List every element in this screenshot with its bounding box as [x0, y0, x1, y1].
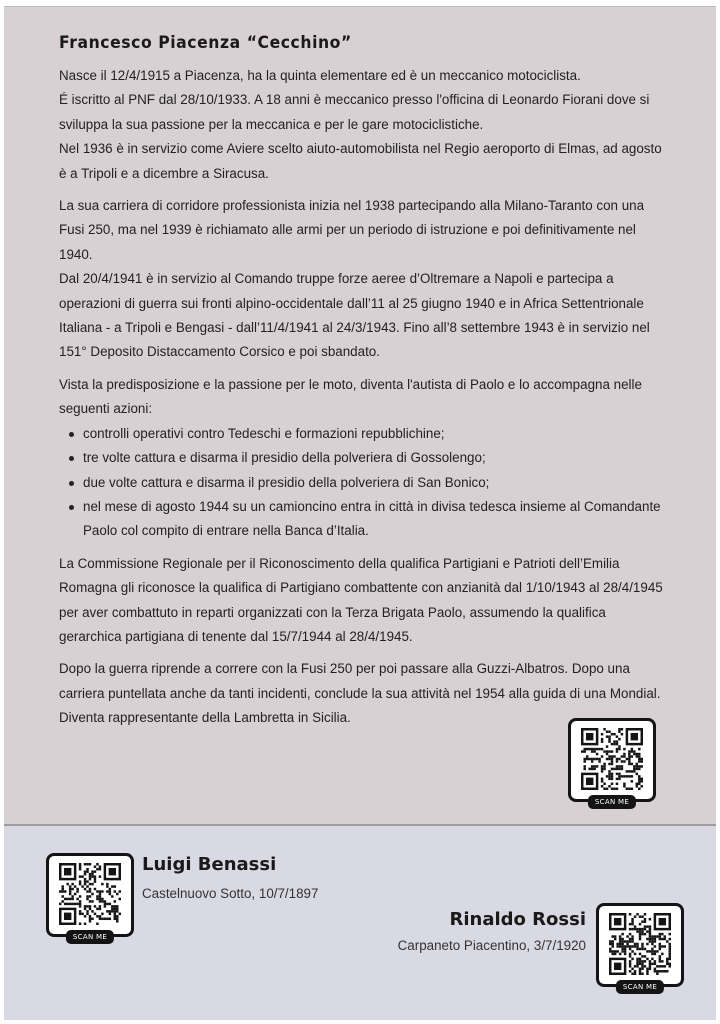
- related-people-section: [4, 826, 716, 1020]
- text-line: Paolo col compito di entrare nella Banca d’Italia.: [83, 523, 369, 539]
- text-line: tre volte cattura e disarma il presidio della polveriera di Gossolengo;: [83, 450, 486, 466]
- list-item: [59, 446, 681, 470]
- person-qr-code-luigi-benassi[interactable]: [46, 853, 134, 941]
- text-line: due volte cattura e disarma il presidio della polveriera di San Bonico;: [83, 474, 490, 490]
- list-item: [59, 471, 681, 495]
- text-line: controlli operativi contro Tedeschi e formazioni repubblichine;: [83, 425, 445, 441]
- qr-code-icon: [609, 913, 671, 975]
- person-birth-info: Carpaneto Piacentino, 3/7/1920: [397, 938, 586, 953]
- person-name[interactable]: Rinaldo Rossi: [449, 909, 586, 930]
- bio-paragraph-4: [59, 552, 681, 650]
- biography-section: [4, 7, 716, 824]
- list-item: [59, 495, 681, 544]
- text-line: La sua carriera di corridore professionista inizia nel 1938 partecipando alla Milano-Taranto con una: [59, 198, 645, 214]
- text-line: É iscritto al PNF dal 28/10/1933. A 18 anni è meccanico presso l'officina di Leonardo Fiorani dove si: [59, 92, 650, 108]
- text-line: Fusi 250, ma nel 1939 è richiamato alle armi per un periodo di istruzione e poi definitivamente nel: [59, 222, 636, 238]
- list-item: [59, 422, 681, 446]
- biography-body: [59, 64, 681, 739]
- text-line: Vista la predisposizione e la passione per le moto, diventa l'autista di Paolo e lo accompagna nelle: [59, 376, 642, 392]
- text-line: Romagna gli riconosce la qualifica di Partigiano combattente con anzianità dal 1/10/1943 al 28/4/1945: [59, 580, 663, 596]
- text-line: Diventa rappresentante della Lambretta in Sicilia.: [59, 710, 351, 726]
- scan-me-label: SCAN ME: [66, 930, 114, 944]
- bio-paragraph-1: [59, 64, 681, 186]
- bio-qr-code[interactable]: [568, 718, 656, 806]
- text-line: 1940.: [59, 246, 93, 262]
- scan-me-label: SCAN ME: [588, 795, 636, 809]
- text-line: Nasce il 12/4/1915 a Piacenza, ha la quinta elementare ed è un meccanico motociclista.: [59, 68, 581, 83]
- text-line: Nel 1936 è in servizio come Aviere scelto aiuto-automobilista nel Regio aeroporto di Elmas, ad agosto: [59, 141, 662, 157]
- person-qr-code-rinaldo-rossi[interactable]: [596, 903, 684, 991]
- text-line: carriera puntellata anche da tanti incidenti, conclude la sua attività nel 1954 alla guida di una Mondial.: [59, 685, 661, 701]
- text-line: per aver combattuto in reparti organizzati con la Terza Brigata Paolo, assumendo la qualifica: [59, 604, 606, 620]
- text-line: Dal 20/4/1941 è in servizio al Comando truppe forze aeree d’Oltremare a Napoli e partecipa a: [59, 271, 614, 287]
- text-line: gerarchica partigiana di tenente dal 15/7/1944 al 28/4/1945.: [59, 628, 413, 644]
- text-line: è a Tripoli e a dicembre a Siracusa.: [59, 165, 269, 181]
- text-line: nel mese di agosto 1944 su un camioncino entra in città in divisa tedesca insieme al Comandante: [83, 498, 661, 514]
- bio-paragraph-3: [59, 373, 681, 422]
- qr-code-icon: [59, 863, 121, 925]
- person-name[interactable]: Luigi Benassi: [142, 854, 277, 875]
- text-line: seguenti azioni:: [59, 401, 153, 417]
- actions-list: [59, 422, 681, 544]
- text-line: La Commissione Regionale per il Riconoscimento della qualifica Partigiani e Patrioti dell’Emilia: [59, 555, 620, 571]
- text-line: Dopo la guerra riprende a correre con la Fusi 250 per poi passare alla Guzzi-Albatros. Dopo una: [59, 661, 630, 677]
- text-line: sviluppa la sua passione per la meccanica e per le gare motociclistiche.: [59, 116, 484, 132]
- biography-title: Francesco Piacenza “Cecchino”: [59, 33, 352, 53]
- bio-paragraph-2: [59, 194, 681, 365]
- text-line: Italiana - a Tripoli e Bengasi - dall’11/4/1941 al 24/3/1943. Fino all’8 settembre 1943 è in servizio nel: [59, 320, 650, 336]
- text-line: operazioni di guerra sui fronti alpino-occidentale dall’11 al 25 giugno 1940 e in Africa Settentrionale: [59, 295, 644, 311]
- person-birth-info: Castelnuovo Sotto, 10/7/1897: [142, 886, 319, 901]
- text-line: 151° Deposito Distaccamento Corsico e poi sbandato.: [59, 344, 380, 360]
- qr-code-icon: [581, 728, 643, 790]
- scan-me-label: SCAN ME: [616, 980, 664, 994]
